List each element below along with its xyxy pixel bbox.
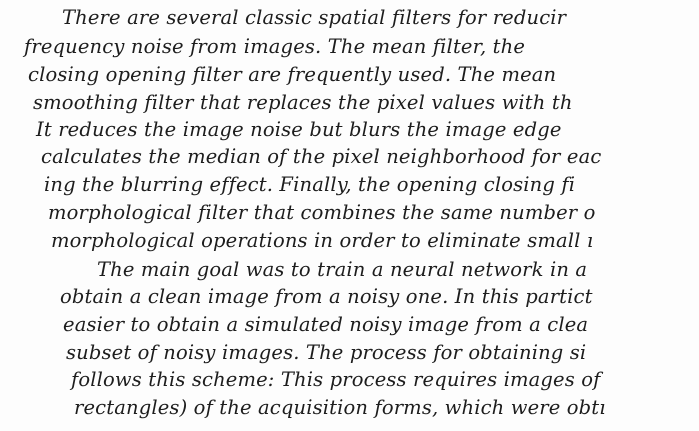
text-line: subset of noisy images. The process for obtaining si [66, 341, 587, 364]
text-line: morphological filter that combines the same number o [48, 201, 596, 224]
text-line: closing opening filter are frequently used. The mean [28, 63, 557, 86]
text-line: morphological operations in order to eliminate small ı [51, 229, 594, 252]
text-line: The main goal was to train a neural network in a [97, 258, 588, 281]
text-line: rectangles) of the acquisition forms, which were obtı [74, 396, 606, 419]
text-line: There are several classic spatial filters for reducir [62, 6, 567, 29]
text-line: follows this scheme: This process requires images of [71, 368, 601, 391]
text-line: ing the blurring effect. Finally, the opening closing fi [44, 173, 576, 196]
text-line: calculates the median of the pixel neighborhood for eac [41, 145, 602, 168]
text-line: frequency noise from images. The mean filter, the [24, 35, 526, 58]
text-line: smoothing filter that replaces the pixel values with th [33, 91, 573, 114]
text-line: obtain a clean image from a noisy one. In this partict [60, 285, 593, 308]
text-line: easier to obtain a simulated noisy image from a clea [63, 313, 589, 336]
text-line: It reduces the image noise but blurs the image edge [36, 118, 562, 141]
